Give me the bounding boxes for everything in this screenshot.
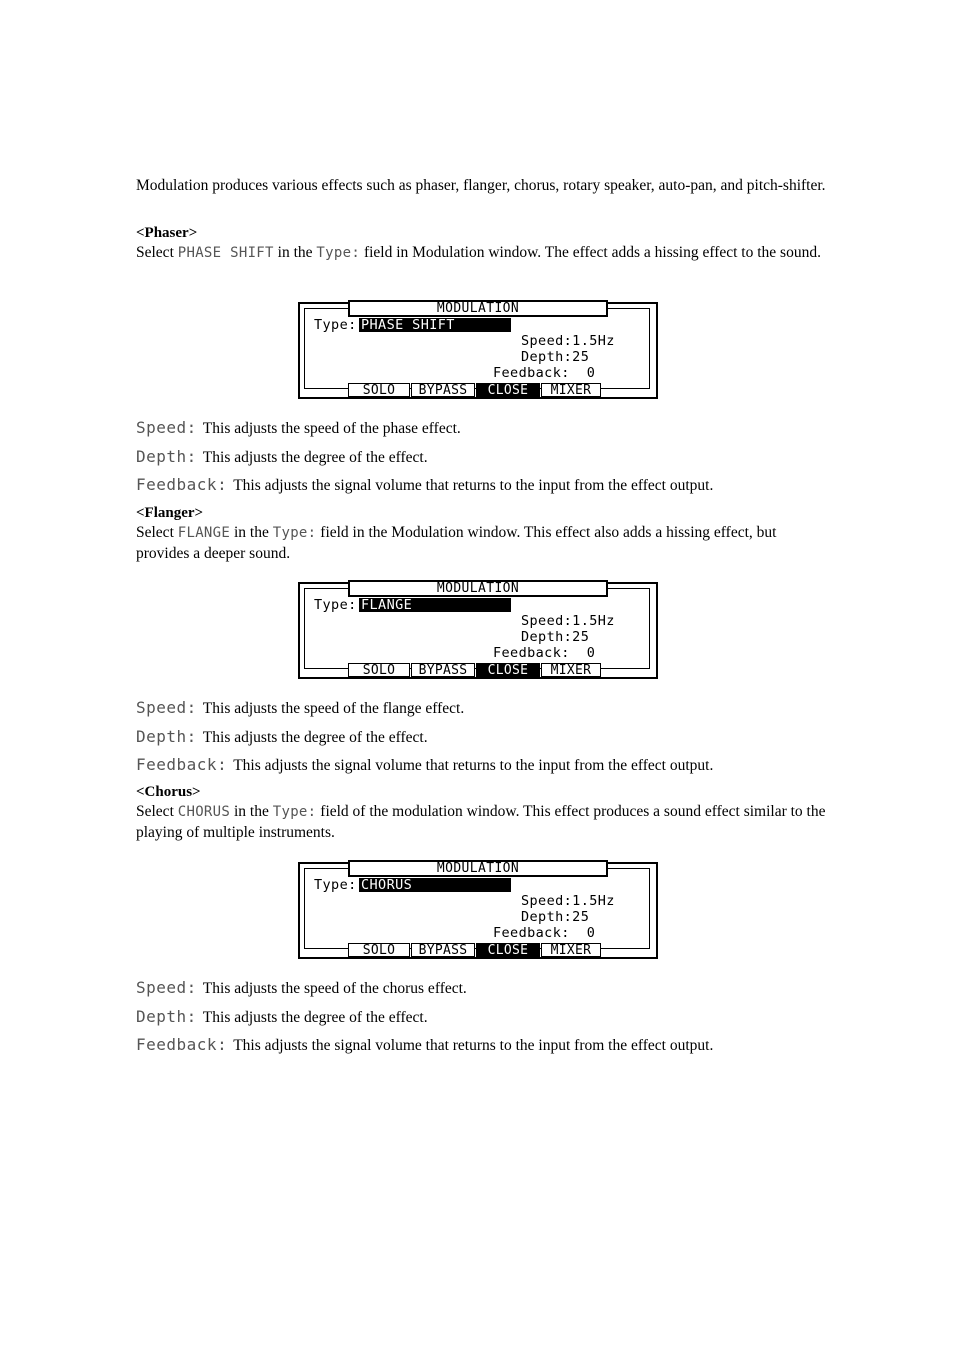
speed-readout[interactable]: Speed:1.5Hz	[521, 893, 615, 909]
speed-readout[interactable]: Speed:1.5Hz	[521, 613, 615, 629]
depth-readout[interactable]: Depth:25	[521, 629, 590, 645]
mixer-button[interactable]: MIXER	[541, 943, 601, 957]
select-word: Select	[136, 244, 174, 261]
depth-readout[interactable]: Depth:25	[521, 909, 590, 925]
close-button[interactable]: CLOSE	[476, 383, 540, 397]
description-rest: field in the Modulation window. This effect also adds a hissing effect, but provides a deeper sound.	[136, 524, 777, 562]
param-label: Speed:	[136, 698, 197, 717]
param-label: Depth:	[136, 727, 197, 746]
param-text: This adjusts the signal volume that returns to the input from the effect output.	[233, 757, 714, 774]
param-label: Speed:	[136, 978, 197, 997]
window-title: MODULATION	[348, 580, 608, 597]
description-rest: field in Modulation window. The effect adds a hissing effect to the sound.	[363, 244, 821, 261]
param-depth	[136, 1007, 428, 1027]
mixer-button[interactable]: MIXER	[541, 383, 601, 397]
param-text: This adjusts the speed of the phase effect.	[202, 420, 461, 437]
section-description-phaser	[136, 243, 826, 264]
in-the-word: in the	[234, 803, 269, 820]
effect-name: FLANGE	[177, 525, 231, 541]
modulation-window-phaser	[298, 302, 658, 399]
type-word: Type:	[272, 804, 317, 820]
param-label: Feedback:	[136, 475, 228, 494]
type-label: Type:	[314, 317, 357, 333]
window-title: MODULATION	[348, 300, 608, 317]
param-feedback	[136, 1035, 713, 1055]
section-heading-phaser: <Phaser>	[136, 225, 198, 241]
effect-name: CHORUS	[177, 804, 231, 820]
type-word: Type:	[316, 245, 361, 261]
modulation-window-chorus	[298, 862, 658, 959]
select-word: Select	[136, 524, 174, 541]
modulation-window-flanger	[298, 582, 658, 679]
section-description-flanger	[136, 523, 826, 563]
type-label: Type:	[314, 877, 357, 893]
param-text: This adjusts the signal volume that returns to the input from the effect output.	[233, 477, 714, 494]
param-depth	[136, 727, 428, 747]
close-button[interactable]: CLOSE	[476, 943, 540, 957]
param-depth	[136, 447, 428, 467]
param-label: Depth:	[136, 1007, 197, 1026]
type-field[interactable]: CHORUS	[359, 878, 511, 892]
depth-readout[interactable]: Depth:25	[521, 349, 590, 365]
close-button[interactable]: CLOSE	[476, 663, 540, 677]
param-text: This adjusts the degree of the effect.	[202, 729, 428, 746]
param-text: This adjusts the speed of the chorus effect.	[202, 980, 467, 997]
param-feedback	[136, 755, 713, 775]
solo-button[interactable]: SOLO	[348, 383, 410, 397]
type-field[interactable]: PHASE SHIFT	[359, 318, 511, 332]
param-speed	[136, 978, 467, 998]
in-the-word: in the	[277, 244, 313, 261]
type-field[interactable]: FLANGE	[359, 598, 511, 612]
feedback-readout[interactable]: Feedback: 0	[493, 925, 596, 941]
bypass-button[interactable]: BYPASS	[411, 383, 475, 397]
param-label: Feedback:	[136, 755, 228, 774]
param-feedback	[136, 475, 713, 495]
solo-button[interactable]: SOLO	[348, 663, 410, 677]
param-speed	[136, 698, 464, 718]
speed-readout[interactable]: Speed:1.5Hz	[521, 333, 615, 349]
bypass-button[interactable]: BYPASS	[411, 943, 475, 957]
in-the-word: in the	[234, 524, 269, 541]
effect-name: PHASE SHIFT	[177, 245, 274, 261]
param-text: This adjusts the speed of the flange effect.	[202, 700, 465, 717]
description-rest: field of the modulation window. This effect produces a sound effect similar to the playing of multiple instruments.	[136, 803, 826, 841]
section-heading-flanger: <Flanger>	[136, 505, 204, 521]
window-title: MODULATION	[348, 860, 608, 877]
section-heading-chorus: <Chorus>	[136, 784, 201, 800]
feedback-readout[interactable]: Feedback: 0	[493, 365, 596, 381]
window-button-bar	[348, 383, 602, 397]
param-text: This adjusts the signal volume that returns to the input from the effect output.	[233, 1037, 714, 1054]
param-label: Feedback:	[136, 1035, 228, 1054]
type-word: Type:	[272, 525, 317, 541]
window-button-bar	[348, 943, 602, 957]
mixer-button[interactable]: MIXER	[541, 663, 601, 677]
section-description-chorus	[136, 802, 826, 842]
window-button-bar	[348, 663, 602, 677]
param-label: Speed:	[136, 418, 197, 437]
intro-paragraph: Modulation produces various effects such as phaser, flanger, chorus, rotary speaker, auto-pan, and pitch-shifter.	[136, 177, 826, 194]
select-word: Select	[136, 803, 174, 820]
type-label: Type:	[314, 597, 357, 613]
param-label: Depth:	[136, 447, 197, 466]
feedback-readout[interactable]: Feedback: 0	[493, 645, 596, 661]
param-text: This adjusts the degree of the effect.	[202, 1009, 428, 1026]
param-speed	[136, 418, 461, 438]
solo-button[interactable]: SOLO	[348, 943, 410, 957]
param-text: This adjusts the degree of the effect.	[202, 449, 428, 466]
bypass-button[interactable]: BYPASS	[411, 663, 475, 677]
